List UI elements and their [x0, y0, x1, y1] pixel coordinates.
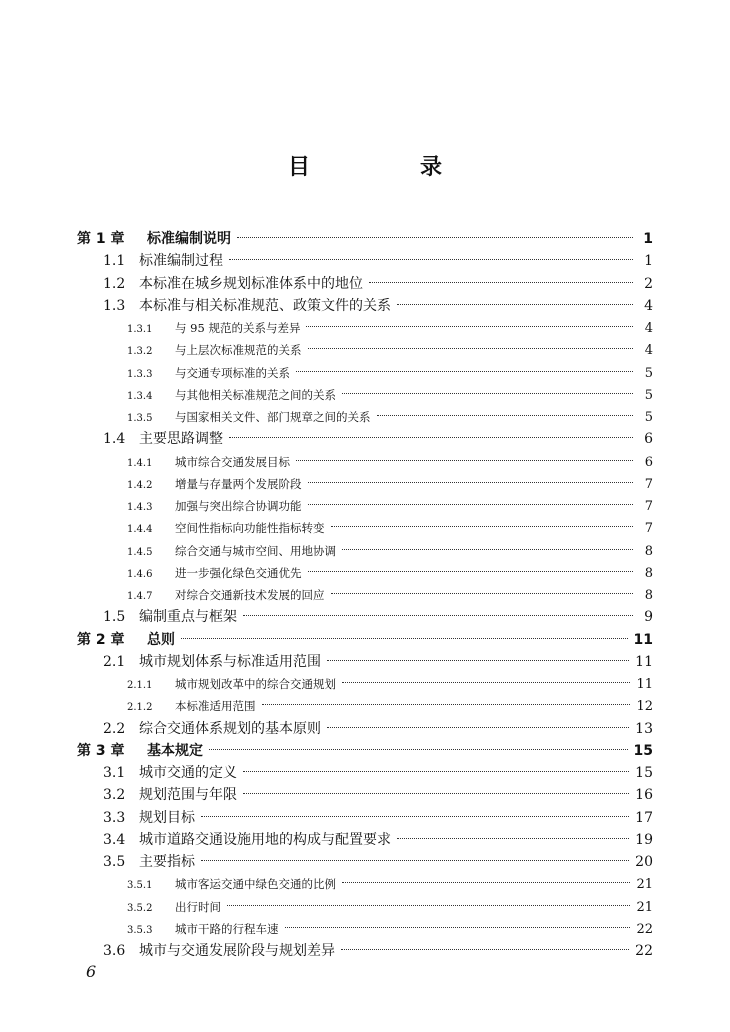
toc-entry-page: 19 [635, 831, 653, 848]
toc-dot-leader [331, 593, 634, 594]
toc-dot-leader [327, 660, 629, 661]
toc-entry[interactable] [127, 918, 653, 940]
toc-entry-page: 17 [635, 809, 653, 826]
toc-dot-leader [308, 482, 634, 483]
toc-entry-number: 2.2 [103, 720, 126, 737]
toc-entry[interactable] [103, 250, 653, 272]
toc-entry[interactable] [127, 495, 653, 517]
toc-entry-page: 11 [636, 677, 653, 692]
toc-entry-number: 3.5.1 [127, 880, 153, 892]
toc-entry-number: 3.6 [103, 943, 126, 959]
toc-entry-number: 3.3 [103, 809, 126, 826]
toc-entry-title: 总则 [147, 631, 175, 648]
toc-entry-number: 1.3.3 [127, 368, 153, 380]
toc-entry[interactable] [103, 829, 653, 851]
toc-entry-number: 1.5 [103, 609, 126, 626]
toc-entry-number: 3.1 [103, 765, 126, 781]
toc-entry-title: 出行时间 [175, 899, 221, 914]
toc-entry-number: 1.4 [103, 431, 126, 448]
toc-entry[interactable] [103, 651, 653, 673]
toc-entry-number: 2.1.1 [127, 680, 153, 691]
toc-entry-title: 加强与突出综合协调功能 [175, 499, 302, 513]
toc-entry-page: 8 [644, 543, 653, 559]
toc-entry-page: 7 [644, 499, 653, 514]
toc-entry[interactable] [103, 940, 653, 962]
toc-entry[interactable] [127, 873, 653, 895]
page-title: 目 录 [287, 155, 486, 180]
toc-entry-number: 2.1.2 [127, 702, 153, 714]
toc-dot-leader [237, 237, 633, 238]
toc-entry[interactable] [127, 406, 653, 428]
toc-dot-leader [201, 860, 629, 861]
toc-entry-page: 5 [644, 365, 653, 381]
toc-entry-title: 增量与存量两个发展阶段 [175, 476, 302, 491]
toc-entry-title: 城市交通的定义 [139, 765, 237, 781]
toc-entry[interactable] [127, 695, 653, 717]
toc-entry-page: 16 [635, 787, 653, 804]
toc-entry-number: 1.4.2 [127, 479, 153, 491]
toc-dot-leader [229, 437, 633, 438]
toc-entry-page: 5 [644, 410, 653, 425]
toc-entry[interactable] [103, 851, 653, 873]
toc-entry[interactable] [127, 584, 653, 606]
toc-dot-leader [377, 415, 634, 416]
toc-entry-title: 城市客运交通中绿色交通的比例 [175, 877, 336, 892]
toc-entry-number: 3.4 [103, 831, 126, 848]
toc-entry-page: 4 [644, 343, 653, 359]
toc-entry-number: 1.4.5 [127, 546, 153, 558]
toc-entry-page: 6 [644, 431, 653, 448]
toc-entry-number: 1.3.4 [127, 390, 153, 402]
toc-dot-leader [327, 727, 629, 728]
toc-dot-leader [262, 704, 631, 705]
toc-dot-leader [342, 549, 633, 550]
toc-entry-number: 1.3 [103, 297, 126, 314]
toc-entry-page: 22 [636, 921, 653, 937]
toc-dot-leader [201, 816, 629, 817]
toc-entry[interactable] [127, 451, 653, 473]
toc-entry-page: 15 [635, 765, 653, 781]
toc-entry-number: 1.3.1 [127, 324, 153, 335]
toc-entry-title: 标准编制说明 [147, 231, 231, 247]
toc-entry-number: 1.4.6 [127, 568, 153, 580]
toc-dot-leader [306, 326, 633, 327]
toc-entry-title: 主要指标 [139, 854, 195, 870]
toc-entry[interactable] [77, 629, 653, 651]
toc-entry-number: 1.2 [103, 275, 126, 292]
toc-entry[interactable] [103, 606, 653, 628]
toc-dot-leader [227, 905, 630, 906]
toc-entry-page: 7 [644, 521, 653, 537]
toc-entry-title: 编制重点与框架 [139, 609, 237, 626]
toc-entry-title: 与交通专项标准的关系 [175, 365, 290, 380]
toc-entry-page: 20 [635, 854, 653, 870]
toc-entry-title: 与 95 规范的关系与差异 [175, 321, 301, 335]
toc-entry[interactable] [127, 562, 653, 584]
toc-entry-page: 12 [636, 699, 653, 715]
toc-entry-page: 11 [633, 631, 653, 648]
toc-dot-leader [296, 460, 633, 461]
toc-dot-leader [243, 793, 629, 794]
toc-dot-leader [243, 771, 629, 772]
toc-entry-number: 3.5 [103, 854, 126, 870]
toc-entry-number: 第 3 章 [77, 742, 125, 759]
toc-entry-page: 4 [644, 321, 653, 336]
toc-entry-number: 1.3.5 [127, 413, 153, 424]
toc-entry-title: 城市道路交通设施用地的构成与配置要求 [139, 831, 391, 848]
toc-entry-title: 城市规划改革中的综合交通规划 [175, 677, 336, 691]
toc-entry-title: 城市与交通发展阶段与规划差异 [139, 943, 335, 959]
toc-entry-title: 空间性指标向功能性指标转变 [175, 521, 325, 536]
toc-dot-leader [342, 682, 630, 683]
toc-entry-page: 21 [636, 899, 653, 915]
toc-entry-title: 本标准与相关标准规范、政策文件的关系 [139, 297, 391, 314]
toc-entry-page: 8 [644, 565, 653, 581]
toc-dot-leader [369, 282, 633, 283]
toc-dot-leader [397, 838, 629, 839]
toc-entry[interactable] [127, 339, 653, 361]
toc-entry-number: 1.4.4 [127, 524, 153, 536]
toc-entry-title: 标准编制过程 [139, 253, 223, 270]
toc-entry-title: 城市干路的行程车速 [175, 921, 279, 936]
toc-entry-number: 3.5.3 [127, 924, 153, 936]
toc-dot-leader [285, 927, 631, 928]
toc-entry-title: 本标准在城乡规划标准体系中的地位 [139, 275, 363, 292]
toc-dot-leader [308, 348, 634, 349]
toc-entry[interactable] [127, 473, 653, 495]
toc-entry-title: 基本规定 [147, 742, 203, 759]
toc-entry-number: 1.4.3 [127, 502, 153, 513]
toc-entry-number: 1.1 [103, 253, 126, 270]
toc-entry-page: 21 [636, 877, 653, 893]
toc-entry[interactable] [103, 295, 653, 317]
toc-entry-page: 7 [644, 476, 653, 492]
toc-dot-leader [243, 615, 633, 616]
toc-dot-leader [308, 504, 634, 505]
toc-entry[interactable] [103, 428, 653, 450]
toc-entry-title: 规划范围与年限 [139, 787, 237, 804]
toc-entry-title: 与国家相关文件、部门规章之间的关系 [175, 410, 371, 424]
page-number: 6 [86, 962, 97, 981]
toc-entry-title: 综合交通体系规划的基本原则 [139, 720, 321, 737]
toc-entry-page: 1 [644, 253, 653, 270]
toc-entry-number: 3.5.2 [127, 902, 153, 914]
toc-entry-title: 主要思路调整 [139, 431, 223, 448]
toc-dot-leader [341, 949, 629, 950]
toc-entry-page: 5 [644, 387, 653, 403]
toc-entry[interactable] [77, 740, 653, 762]
toc-entry-page: 15 [633, 742, 653, 759]
toc-entry[interactable] [103, 807, 653, 829]
toc-entry-page: 2 [644, 275, 653, 292]
toc-entry[interactable] [77, 228, 653, 250]
toc-entry-title: 综合交通与城市空间、用地协调 [175, 543, 336, 558]
toc-entry-title: 城市规划体系与标准适用范围 [139, 653, 321, 670]
toc-entry-title: 对综合交通新技术发展的回应 [175, 588, 325, 602]
toc-entry[interactable] [103, 718, 653, 740]
toc-dot-leader [229, 259, 633, 260]
toc-entry-title: 与其他相关标准规范之间的关系 [175, 387, 336, 402]
toc-entry[interactable] [127, 517, 653, 539]
toc-entry-page: 13 [635, 720, 653, 737]
toc-dot-leader [342, 393, 633, 394]
toc-entry-page: 11 [635, 653, 653, 670]
toc-entry-title: 城市综合交通发展目标 [175, 454, 290, 469]
toc-entry-page: 1 [643, 231, 653, 247]
toc-dot-leader [296, 371, 633, 372]
toc-entry[interactable] [127, 317, 653, 339]
toc-entry-number: 1.3.2 [127, 346, 153, 358]
toc-entry[interactable] [127, 384, 653, 406]
toc-dot-leader [209, 749, 628, 750]
toc-dot-leader [308, 571, 634, 572]
toc-entry-number: 3.2 [103, 787, 126, 804]
toc-entry-number: 1.4.1 [127, 457, 153, 469]
toc-entry-title: 进一步强化绿色交通优先 [175, 565, 302, 580]
toc-entry-page: 9 [644, 609, 653, 626]
toc-entry-title: 规划目标 [139, 809, 195, 826]
toc-dot-leader [397, 304, 633, 305]
toc-dot-leader [331, 526, 634, 527]
toc-entry-title: 与上层次标准规范的关系 [175, 343, 302, 358]
toc-entry[interactable] [127, 362, 653, 384]
toc-entry-number: 2.1 [103, 653, 126, 670]
toc-entry[interactable] [127, 540, 653, 562]
toc-entry-page: 6 [644, 454, 653, 470]
toc-entry-number: 第 1 章 [77, 231, 125, 247]
toc-entry-page: 4 [644, 297, 653, 314]
toc-dot-leader [342, 882, 630, 883]
toc-entry-number: 第 2 章 [77, 631, 125, 648]
toc-entry-title: 本标准适用范围 [175, 699, 256, 714]
toc-entry[interactable] [103, 273, 653, 295]
toc-entry[interactable] [127, 896, 653, 918]
toc-entry[interactable] [103, 762, 653, 784]
toc-entry-page: 8 [644, 588, 653, 603]
toc-entry-page: 22 [635, 943, 653, 959]
toc-entry[interactable] [103, 784, 653, 806]
toc-entry[interactable] [127, 673, 653, 695]
toc-entry-number: 1.4.7 [127, 591, 153, 602]
toc-dot-leader [181, 638, 628, 639]
